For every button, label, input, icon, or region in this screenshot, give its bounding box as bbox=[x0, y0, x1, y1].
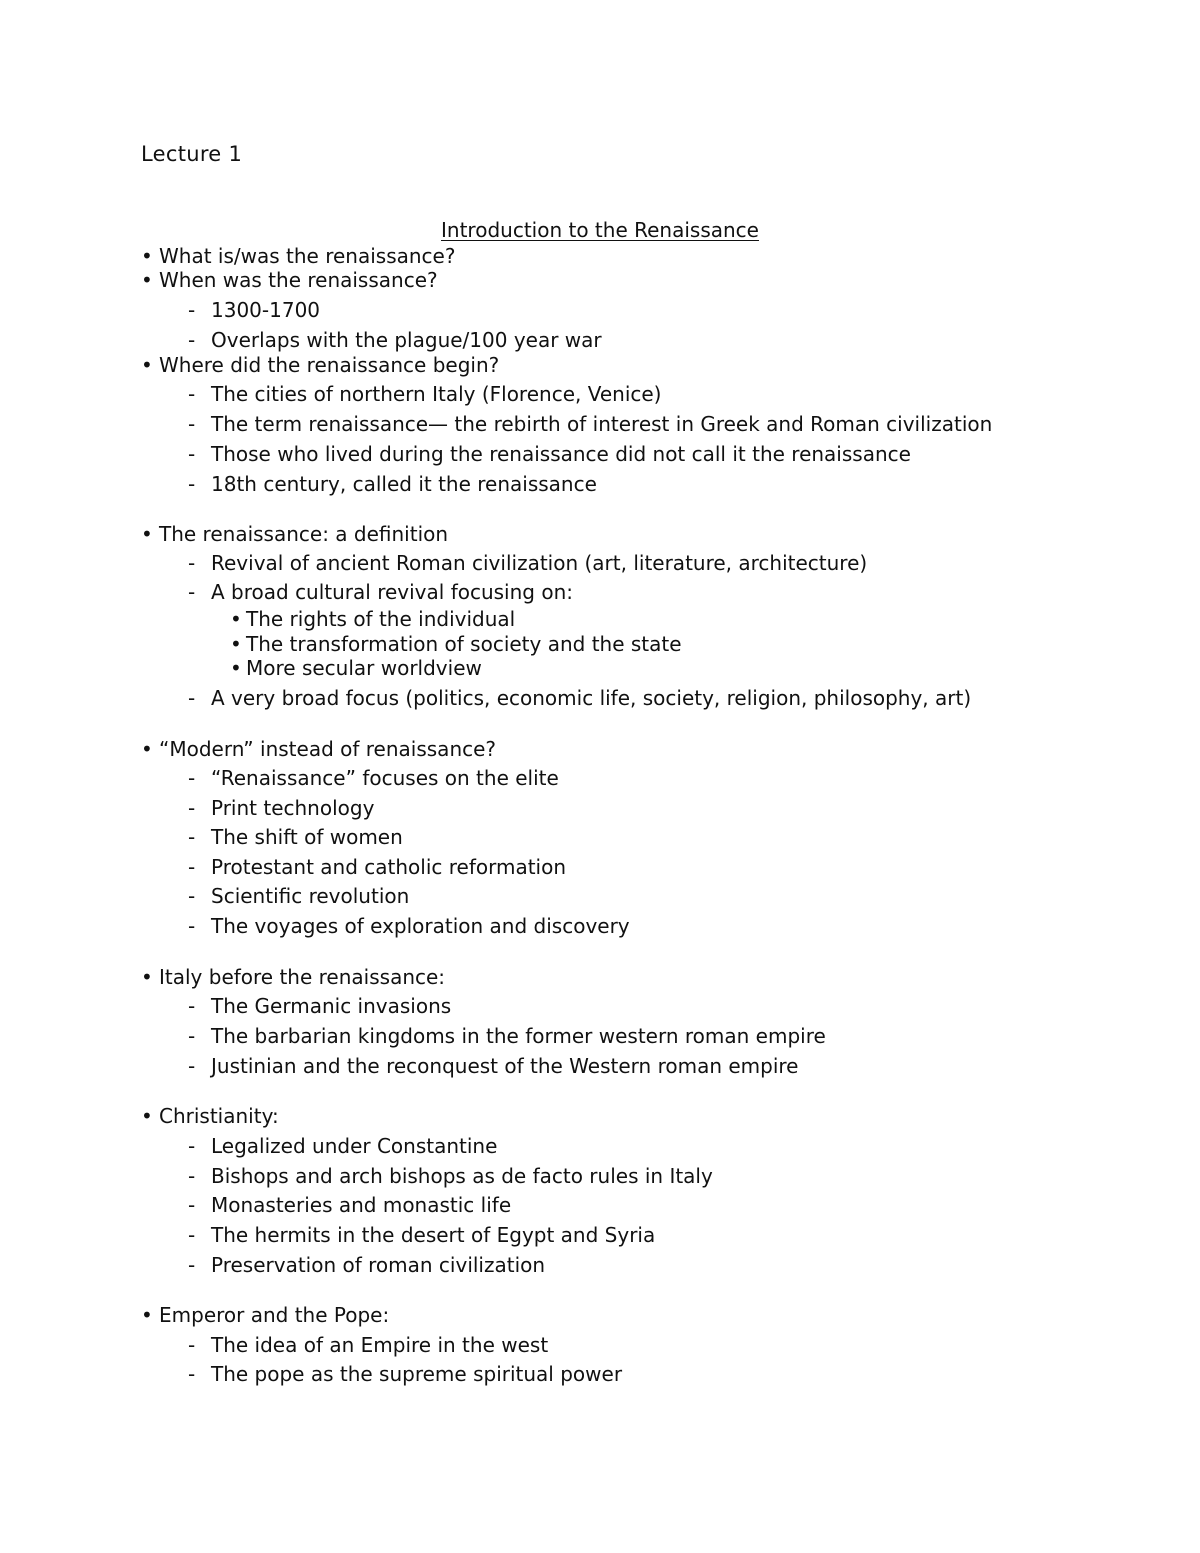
bullet-marker: • bbox=[141, 1303, 153, 1327]
item-text: Italy before the renaissance: bbox=[159, 965, 446, 989]
item-text: “Modern” instead of renaissance? bbox=[159, 737, 497, 761]
item-text: Print technology bbox=[211, 796, 375, 820]
item-text: The idea of an Empire in the west bbox=[211, 1333, 549, 1357]
item-text: The hermits in the desert of Egypt and Syria bbox=[211, 1223, 656, 1247]
dash-item bbox=[188, 914, 630, 938]
item-text: Legalized under Constantine bbox=[211, 1134, 498, 1158]
item-text: A broad cultural revival focusing on: bbox=[211, 580, 573, 604]
sub-bullet-item bbox=[230, 607, 515, 631]
item-text: The barbarian kingdoms in the former western roman empire bbox=[211, 1024, 826, 1048]
dash-marker: - bbox=[188, 442, 196, 466]
bullet-marker: • bbox=[141, 244, 153, 268]
dash-marker: - bbox=[188, 298, 196, 322]
dash-item bbox=[188, 1134, 497, 1158]
item-text: The rights of the individual bbox=[246, 607, 516, 631]
dash-marker: - bbox=[188, 994, 196, 1018]
bullet-marker: • bbox=[141, 737, 153, 761]
dash-marker: - bbox=[188, 382, 196, 406]
bullet-marker: • bbox=[141, 268, 153, 292]
item-text: The cities of northern Italy (Florence, Venice) bbox=[211, 382, 662, 406]
bullet-marker: • bbox=[141, 1104, 153, 1128]
dash-item bbox=[188, 884, 409, 908]
item-text: A very broad focus (politics, economic life, society, religion, philosophy, art) bbox=[211, 686, 972, 710]
dash-marker: - bbox=[188, 551, 196, 575]
item-text: Christianity: bbox=[159, 1104, 279, 1128]
dash-marker: - bbox=[188, 328, 196, 352]
item-text: 18th century, called it the renaissance bbox=[211, 472, 597, 496]
bullet-item bbox=[141, 737, 496, 761]
item-text: The pope as the supreme spiritual power bbox=[211, 1362, 623, 1386]
item-text: Where did the renaissance begin? bbox=[159, 353, 500, 377]
dash-marker: - bbox=[188, 686, 196, 710]
dash-item bbox=[188, 686, 971, 710]
dash-item bbox=[188, 1362, 622, 1386]
sub-bullet-item bbox=[230, 632, 682, 656]
item-text: The shift of women bbox=[211, 825, 403, 849]
dash-marker: - bbox=[188, 412, 196, 436]
item-text: Emperor and the Pope: bbox=[159, 1303, 390, 1327]
dash-item bbox=[188, 580, 573, 604]
bullet-marker: • bbox=[141, 353, 153, 377]
dash-item bbox=[188, 825, 403, 849]
item-text: Justinian and the reconquest of the Western roman empire bbox=[211, 1054, 799, 1078]
dash-item bbox=[188, 1223, 655, 1247]
item-text: “Renaissance” focuses on the elite bbox=[211, 766, 559, 790]
bullet-item bbox=[141, 965, 445, 989]
dash-item bbox=[188, 1164, 713, 1188]
dash-item bbox=[188, 412, 992, 436]
item-text: 1300-1700 bbox=[211, 298, 321, 322]
item-text: Monasteries and monastic life bbox=[211, 1193, 512, 1217]
dash-item bbox=[188, 551, 867, 575]
dash-item bbox=[188, 328, 602, 352]
dash-marker: - bbox=[188, 884, 196, 908]
bullet-item bbox=[141, 244, 455, 268]
dash-marker: - bbox=[188, 1333, 196, 1357]
bullet-item bbox=[141, 1104, 279, 1128]
item-text: The Germanic invasions bbox=[211, 994, 452, 1018]
dash-marker: - bbox=[188, 1054, 196, 1078]
item-text: Those who lived during the renaissance did not call it the renaissance bbox=[211, 442, 911, 466]
dash-marker: - bbox=[188, 855, 196, 879]
dash-item bbox=[188, 796, 374, 820]
dash-item bbox=[188, 994, 451, 1018]
item-text: Overlaps with the plague/100 year war bbox=[211, 328, 602, 352]
dash-marker: - bbox=[188, 1362, 196, 1386]
dash-item bbox=[188, 766, 559, 790]
bullet-marker: • bbox=[230, 607, 242, 631]
item-text: Bishops and arch bishops as de facto rules in Italy bbox=[211, 1164, 713, 1188]
dash-marker: - bbox=[188, 1253, 196, 1277]
dash-item bbox=[188, 382, 661, 406]
item-text: Scientific revolution bbox=[211, 884, 410, 908]
dash-marker: - bbox=[188, 1193, 196, 1217]
dash-marker: - bbox=[188, 1024, 196, 1048]
section-heading bbox=[0, 218, 1200, 242]
dash-marker: - bbox=[188, 1223, 196, 1247]
dash-item bbox=[188, 1333, 548, 1357]
bullet-marker: • bbox=[230, 656, 242, 680]
bullet-marker: • bbox=[141, 522, 153, 546]
dash-item bbox=[188, 1253, 545, 1277]
lecture-title: Lecture 1 bbox=[141, 142, 243, 166]
item-text: The voyages of exploration and discovery bbox=[211, 914, 630, 938]
dash-item bbox=[188, 1024, 826, 1048]
dash-marker: - bbox=[188, 1164, 196, 1188]
item-text: When was the renaissance? bbox=[159, 268, 438, 292]
item-text: Revival of ancient Roman civilization (art, literature, architecture) bbox=[211, 551, 868, 575]
item-text: Preservation of roman civilization bbox=[211, 1253, 546, 1277]
dash-item bbox=[188, 442, 911, 466]
dash-marker: - bbox=[188, 766, 196, 790]
item-text: The renaissance: a definition bbox=[159, 522, 449, 546]
bullet-marker: • bbox=[141, 965, 153, 989]
dash-item bbox=[188, 298, 320, 322]
dash-marker: - bbox=[188, 472, 196, 496]
dash-item bbox=[188, 472, 597, 496]
section-heading-text: Introduction to the Renaissance bbox=[441, 218, 759, 242]
dash-marker: - bbox=[188, 580, 196, 604]
dash-marker: - bbox=[188, 914, 196, 938]
bullet-item bbox=[141, 522, 448, 546]
item-text: The term renaissance— the rebirth of interest in Greek and Roman civilization bbox=[211, 412, 993, 436]
item-text: The transformation of society and the state bbox=[246, 632, 682, 656]
item-text: Protestant and catholic reformation bbox=[211, 855, 567, 879]
sub-bullet-item bbox=[230, 656, 482, 680]
dash-item bbox=[188, 855, 566, 879]
dash-item bbox=[188, 1054, 798, 1078]
item-text: What is/was the renaissance? bbox=[159, 244, 456, 268]
bullet-marker: • bbox=[230, 632, 242, 656]
dash-marker: - bbox=[188, 796, 196, 820]
dash-marker: - bbox=[188, 825, 196, 849]
bullet-item bbox=[141, 1303, 389, 1327]
bullet-item bbox=[141, 268, 438, 292]
bullet-item bbox=[141, 353, 499, 377]
dash-marker: - bbox=[188, 1134, 196, 1158]
dash-item bbox=[188, 1193, 511, 1217]
item-text: More secular worldview bbox=[246, 656, 482, 680]
